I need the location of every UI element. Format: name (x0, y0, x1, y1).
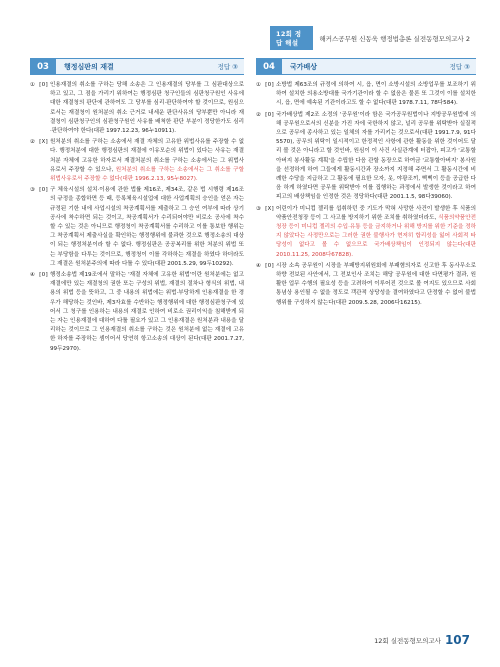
answer-label: 정답 ③ (217, 63, 238, 71)
explanation-list (30, 81, 244, 354)
question-number: 03 (30, 59, 56, 74)
page-footer (374, 633, 470, 647)
section-header (30, 58, 244, 75)
choice-mark: ④ [O] (30, 272, 49, 279)
explanation-text: 행정소송법 제19조에서 말하는 '재결 자체에 고유한 위법'이란 원처분에는 없고 재결에만 있는 재결청의 권한 또는 구성의 위법, 재결의 절차나 형식의 위법, 내용의 위법 등을 뜻하고, 그 중 내용의 위법에는 위법·부당하게 인용재결을 한 경우가 해당하는 것인바, 제3자효를 수반하는 행정행위에 대한 행정심판청구에 있어서 그 청구를 인용하는 내용의 재결로 인하여 비로소 권리이익을 침해받게 되는 자는 인용재결에 대하여 다툴 필요가 있고 그 인용재결은 원처분과 내용을 달리하는 것이므로 그 인용재결의 취소를 구하는 것은 원처분에 없는 재결에 고유한 하자를 주장하는 셈이어서 당연히 항고소송의 대상이 된다(대판 2001.7.27, 99두2970). (50, 272, 244, 352)
explanation-item (30, 271, 244, 354)
explanation-item (30, 138, 244, 184)
choice-mark: ③ [O] (30, 187, 49, 194)
explanation-text: 어린이가 미니컵 젤리를 섭취하던 중 기도가 막혀 사망한 사건이 발생한 후 식품의약품안전청장 등이 그 사고를 방지하기 위한 조치를 취하였더라도, (276, 205, 476, 221)
page-header (270, 30, 470, 46)
footer-title: 12회 실전동형모의고사 (374, 636, 441, 645)
explanation-item (30, 81, 244, 136)
explanation-item (30, 186, 244, 269)
explanation-text: 원처분의 취소를 구하는 소송에서 재결 자체의 고유한 위법사유를 주장할 수 없다. 행정처분에 대한 행정심판의 재결에 이유모순의 위법이 있다는 사유는 재결처분 자체에 고유한 하자로서 재결처분의 취소를 구하는 소송에서는 그 위법사유로서 주장할 수 있으나, (50, 139, 244, 173)
section-title: 국가배상 (290, 62, 318, 71)
section-title: 행정심판의 재결 (64, 62, 114, 71)
explanation-item (256, 205, 476, 260)
explanation-item (256, 262, 476, 308)
question-03-section (30, 58, 244, 356)
highlighted-text: 식품의약품안전청장 등이 미니컵 젤리의 수입·유통 등을 금지하거나 위해 방지를 위한 기준을 정하지 않았다는 사정만으로는 그러한 권한 불행사가 현저히 합리성을 잃어 사회적 타당성이 없다고 볼 수 없으므로 국가배상책임이 인정되지 않는다(대판 2010.11.25, 2008다67828). (276, 214, 476, 258)
question-number: 04 (256, 59, 282, 74)
answer-label: 정답 ③ (449, 63, 470, 71)
section-header (256, 58, 476, 75)
round-badge: 12회 정답 해설 (270, 26, 313, 50)
highlighted-text: 원처분의 취소를 구하는 소송에서는 그 취소를 구할 위법사유로서 주장할 수 없다(대판 1996.2.13, 95누8027). (50, 166, 244, 183)
choice-mark: ③ [X] (256, 205, 275, 212)
explanation-item (256, 111, 476, 203)
explanation-text: 인용재결의 취소를 구하는 당해 소송은 그 인용재결의 당부를 그 심판대상으로 하고 있고, 그 점을 가리기 위하여는 행정심판 청구인들의 심판청구원인 사유에 대한 재결청의 판단에 관하여도 그 당부를 심리·판단하여야 할 것이므로, 원심으로서는 재결청이 원처분의 취소 근거로 내세운 판단사유의 당부뿐만 아니라 재결청이 심판청구인의 심판청구원인 사유를 배척한 판단 부분이 정당한가도 심리·판단하여야 한다(대판 1997.12.23, 96누10911). (50, 82, 244, 135)
explanation-text: 국가배상법 제2조 소정의 '공무원'이라 함은 국가공무원법이나 지방공무원법에 의해 공무원으로서의 신분을 가진 자에 국한하지 않고, 널리 공무를 위탁받아 실질적으로 공무에 종사하고 있는 일체의 자를 가리키는 것으로서(대판 1991.7.9, 91다5570), 공무의 위탁이 일시적이고 한정적인 사항에 관한 활동을 위한 것이어도 달리 볼 것은 아니라고 할 것인바, 원심이 이 사건 사실관계에 터잡아, 피고가 '교통할아버지 봉사활동 계획'을 수립한 다음 관할 동장으로 하여금 '교통할아버지' 봉사원을 선정하게 하여 그들에게 활동시간과 장소까지 지정해 주면서 그 활동시간에 비례한 수당을 지급하고 그 활동에 필요한 모자, 옷, 야광조끼, 삑삑이 등을 공급한 다음 하게 하였다면 공무를 위탁받아 이를 집행하는 과정에서 발생한 것이라고 하여 피고의 배상책임을 인정한 것은 정당하다(대판 2001.1.5, 98다39060). (276, 111, 476, 201)
choice-mark: ④ [O] (256, 262, 275, 269)
explanation-list (256, 81, 476, 308)
book-title: 해커스공무원 신동욱 행정법총론 실전동형모의고사 2 (319, 34, 470, 43)
explanation-text: 소방법 제63조의 규정에 의하여 시, 읍, 면이 소방시설의 소방업무를 보조하기 위하여 설치한 의용소방대를 국가기관이라 할 수 없음은 물론 또 그것이 이를 설치한 시, 읍, 면에 예속된 기관이라고도 할 수 없다(대판 1978.7.11, 78다584). (276, 82, 476, 107)
page-number: 107 (444, 633, 470, 647)
question-04-section (256, 58, 476, 310)
explanation-text: 시장 소속 공무원이 시장을 부패방지위원회에 부패혐의자로 신고한 후 동사무소로 하향 전보된 사안에서, 그 전보인사 조치는 해당 공무원에 대한 다면평가 결과, 원활한 업무 수행의 필요성 등을 고려하여 이루어진 것으로 볼 여지도 있으므로 사회통념상 용인될 수 없을 정도로 객관적 상당성을 결여하였다고 단정할 수 없어 불법행위를 구성하지 않는다(대판 2009.5.28, 2006다16215). (276, 262, 476, 306)
choice-mark: ① [O] (256, 82, 275, 88)
choice-mark: ① [O] (30, 82, 49, 88)
choice-mark: ② [X] (30, 139, 49, 146)
choice-mark: ② [O] (256, 111, 275, 118)
explanation-text: 구 체육시설의 설치·이용에 관한 법률 제16조, 제34조, 같은 법 시행령 제16조의 규정을 종합하면 등 때, 등록체육시설업에 대한 사업계획의 승인을 얻은 자는 규정된 기한 내에 사업시설의 착공계획서를 제출하고 그 승인 여부에 따라 상기 공사에 착수하면 되는 것이고, 착공계획서가 수리되어야만 비로소 공사에 착수할 수 있는 것은 아니므로 행정청이 착공계획서를 수리하고 이를 통보한 행위는 그 착공계획서 제출사실을 확인하는 행정행위에 불과한 것으로 행정소송의 대상이 되는 행정처분이라 할 수 없다. 행정심판은 공공복리를 위한 처분의 위법 또는 부당함을 다투는 것이므로, 행정청이 이를 각하하는 재결을 하였다 하더라도 그 재결은 원처분주의에 따라 다툴 수 있다(대판 2001.5.29, 99두10292). (50, 187, 244, 267)
explanation-item (256, 81, 476, 109)
